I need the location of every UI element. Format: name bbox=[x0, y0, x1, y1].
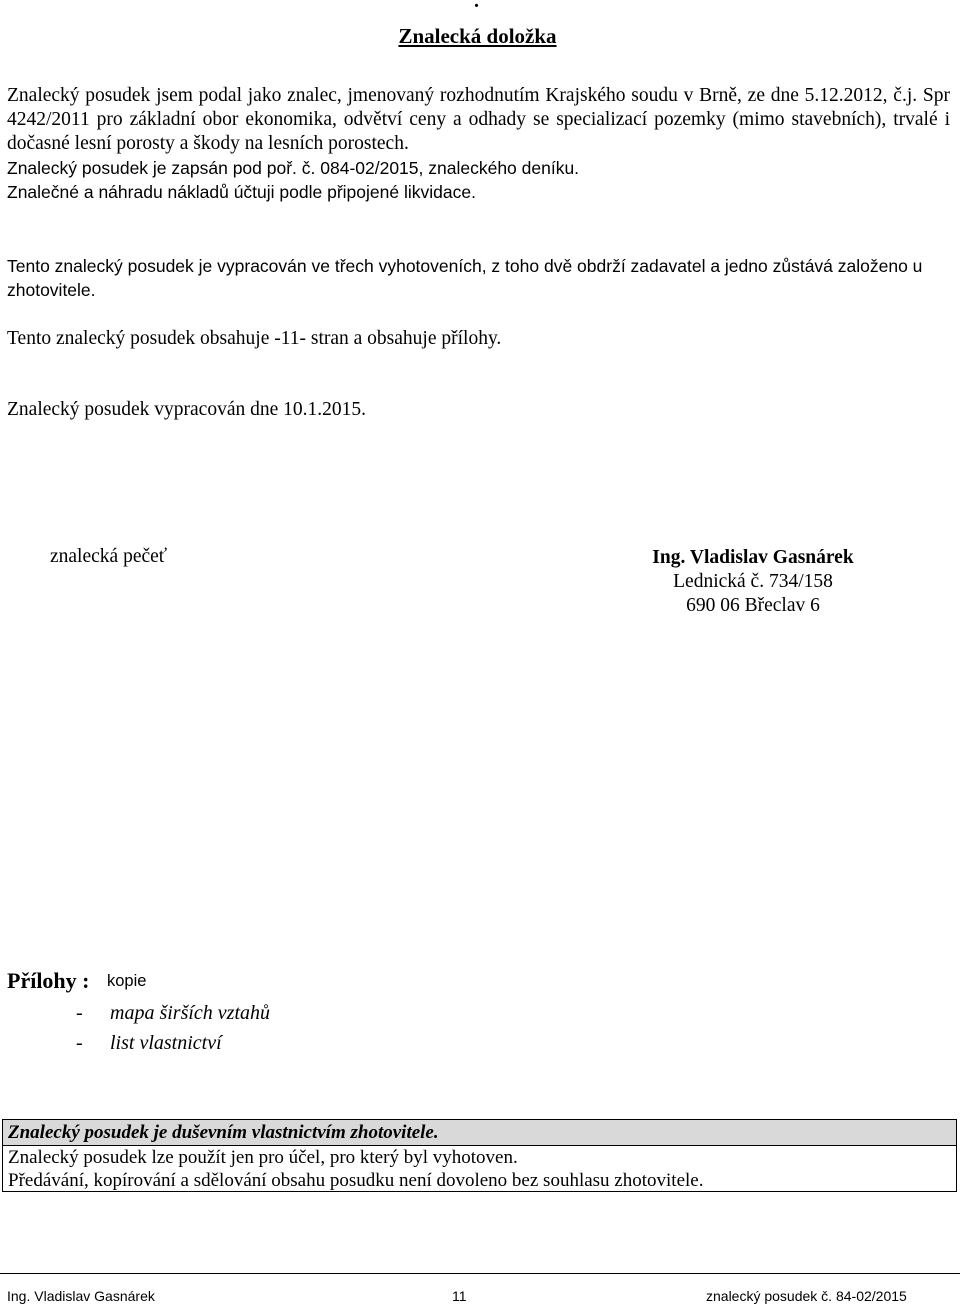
page-title: Znalecká doložka bbox=[398, 24, 557, 48]
page-count-paragraph: Tento znalecký posudek obsahuje -11- stran a obsahuje přílohy. bbox=[7, 328, 502, 349]
notice-line-ownership: Znalecký posudek je duševním vlastnictvím zhotovitele. bbox=[8, 1122, 439, 1143]
copyright-notice-box bbox=[2, 1119, 957, 1192]
signature-block bbox=[632, 546, 874, 618]
footer-page-number: 11 bbox=[452, 1288, 467, 1304]
notice-line-usage: Znalecký posudek lze použít jen pro účel, pro který byl vyhotoven. bbox=[8, 1147, 518, 1168]
date-paragraph: Znalecký posudek vypracován dne 10.1.2015. bbox=[7, 399, 367, 420]
fee-line: Znalečné a náhradu nákladů účtuji podle připojené likvidace. bbox=[7, 182, 476, 202]
header-dot-mark: . bbox=[474, 0, 479, 12]
signature-city: 690 06 Břeclav 6 bbox=[686, 595, 820, 616]
signature-name: Ing. Vladislav Gasnárek bbox=[652, 547, 854, 568]
footer-author: Ing. Vladislav Gasnárek bbox=[7, 1288, 155, 1304]
attachment-item: mapa širších vztahů bbox=[110, 1002, 270, 1024]
list-dash: - bbox=[76, 1032, 83, 1054]
notice-line-copying: Předávání, kopírování a sdělování obsahu posudku není dovoleno bez souhlasu zhotovitele. bbox=[8, 1170, 704, 1191]
copies-paragraph: Tento znalecký posudek je vypracován ve třech vyhotoveních, z toho dvě obdrží zadavatel a jedno zůstává založeno u zhotovitele. bbox=[7, 256, 923, 300]
seal-label: znalecká pečeť bbox=[50, 546, 168, 567]
list-item bbox=[76, 1032, 222, 1055]
appointment-paragraph: Znalecký posudek jsem podal jako znalec, jmenovaný rozhodnutím Krajského soudu v Brně, ze dne 5.12.2012, č.j. Spr 4242/2011 pro základní obor ekonomika, odvětví ceny a odhady se specializací pozemky (mimo stavebních), trvalé i dočasné lesní porosty a škody na lesních porostech. bbox=[7, 85, 950, 154]
footer-doc-ref: znalecký posudek č. 84-02/2015 bbox=[706, 1288, 907, 1304]
attachments-first: kopie bbox=[107, 972, 147, 990]
attachment-item: list vlastnictví bbox=[110, 1032, 222, 1054]
footer-divider bbox=[0, 1273, 960, 1274]
list-item bbox=[76, 1002, 270, 1025]
register-entry-line: Znalecký posudek je zapsán pod poř. č. 084-02/2015, znaleckého deníku. bbox=[7, 158, 580, 178]
attachments-label: Přílohy : bbox=[7, 968, 90, 993]
signature-street: Lednická č. 734/158 bbox=[673, 571, 833, 592]
list-dash: - bbox=[76, 1002, 83, 1024]
